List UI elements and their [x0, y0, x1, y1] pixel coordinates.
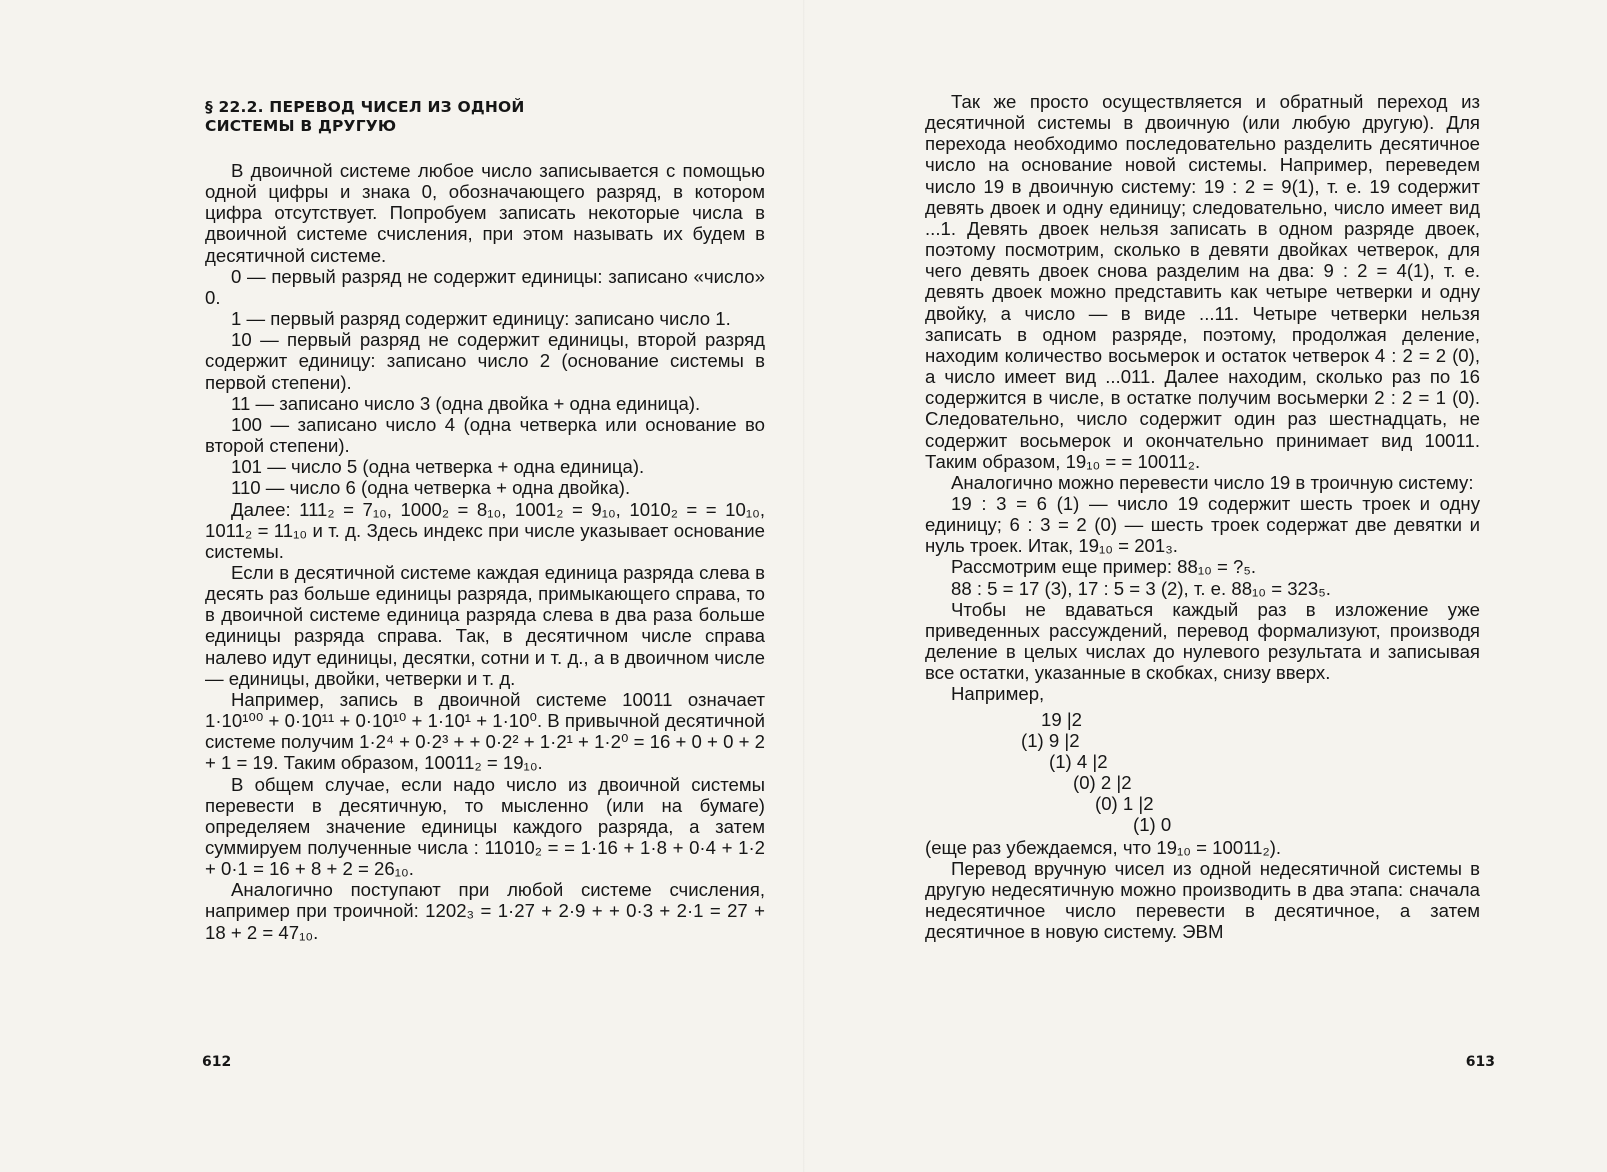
right-page-text-after [925, 837, 1480, 943]
page-number: 613 [1465, 1054, 1495, 1070]
division-step: (0) 1 |2 [1095, 792, 1154, 814]
paragraph: 0 — первый разряд не содержит единицы: записано «число» 0. [205, 265, 765, 308]
paragraph: Аналогично поступают при любой системе счисления, например при троичной: 1202₃ = 1·27 + 2·9 + + 0·3 + 2·1 = 27 + 18 + 2 = 47₁₀. [205, 879, 765, 943]
division-step: (1) 4 |2 [1049, 750, 1108, 772]
page-number: 612 [202, 1054, 232, 1070]
paragraph: 1 — первый разряд содержит единицу: записано число 1. [231, 308, 731, 330]
division-step: 19 |2 [1041, 708, 1083, 730]
paragraph: 110 — число 6 (одна четверка + одна двойка). [231, 477, 631, 499]
paragraph: Например, [951, 683, 1045, 705]
section-heading [205, 98, 525, 136]
division-step: (1) 0 [1133, 813, 1172, 835]
paragraph: 10 — первый разряд не содержит единицы, второй разряд содержит единицу: записано число 2 (основание системы в первой степени). [205, 329, 765, 393]
paragraph: В общем случае, если надо число из двоичной системы перевести в десятичную, то мысленно (или на бумаге) определяем значение единицы каждого разряда, а затем суммируем полученные числа : 11010₂ = = 1·16 + 1·8 + 0·4 + 1·2 + 0·1 = 16 + 8 + 2 = 26₁₀. [205, 773, 765, 880]
paragraph: Например, запись в двоичной системе 10011 означает 1·10¹⁰⁰ + 0·10¹¹ + 0·10¹⁰ + 1·10¹ + 1·10⁰. В привычной десятичной системе получим 1·2⁴ + 0·2³ + + 0·2² + 1·2¹ + 1·2⁰ = 16 + 0 + 0 + 2 + 1 = 19. Таким образом, 10011₂ = 19₁₀. [205, 688, 765, 774]
paragraph: 88 : 5 = 17 (3), 17 : 5 = 3 (2), т. е. 88₁₀ = 323₅. [951, 577, 1331, 599]
section-heading-line: § 22.2. ПЕРЕВОД ЧИСЕЛ ИЗ ОДНОЙ [205, 98, 525, 116]
left-page-body [205, 160, 765, 943]
paragraph: Аналогично можно перевести число 19 в троичную систему: [951, 471, 1474, 493]
paragraph: Так же просто осуществляется и обратный переход из десятичной системы в двоичную (или любую другую). Для перехода необходимо последовательно разделить десятичное число на основание новой системы. Например, переведем число 19 в двоичную систему: 19 : 2 = 9(1), т. е. 19 содержит девять двоек и одну единицу; следовательно, число имеет вид ...1. Девять двоек нельзя записать в одном разряде двоек, поэтому посмотрим, сколько в девяти двойках четверок, для чего девять двоек снова разделим на два: 9 : 2 = 4(1), т. е. девять двоек можно представить как четыре четверки и одну двойку, а число — в виде ...11. Четыре четверки нельзя записать в одном разряде, поэтому, продолжая деление, находим количество восьмерок и остаток четверок 4 : 2 = 2 (0), а число имеет вид ...011. Далее находим, сколько раз по 16 содержится в числе, в остатке получим восьмерки 2 : 2 = 1 (0). Следовательно, число содержит один раз шестнадцать, не содержит восьмерок и окончательно принимает вид 10011. Таким образом, 19₁₀ = = 10011₂. [925, 91, 1480, 472]
paragraph: Чтобы не вдаваться каждый раз в изложение уже приведенных рассуждений, перевод формализуют, производя деление в целых числах до нулевого результата и записывая все остатки, указанные в скобках, снизу вверх. [925, 598, 1480, 684]
right-page-text-before [925, 91, 1480, 705]
paragraph: Если в десятичной системе каждая единица разряда слева в десять раз больше единицы разряда, примыкающего справа, то в двоичной системе единица разряда слева в два раза больше единицы разряда справа. Так, в десятичном числе справа налево идут единицы, десятки, сотни и т. д., а в двоичном числе — единицы, двойки, четверки и т. д. [205, 561, 765, 689]
paragraph: 100 — записано число 4 (одна четверка или основание во второй степени). [205, 413, 765, 457]
section-heading-line: СИСТЕМЫ В ДРУГУЮ [205, 117, 397, 135]
paragraph: 101 — число 5 (одна четверка + одна единица). [231, 456, 645, 478]
long-division-scheme [925, 705, 1480, 837]
division-step: (0) 2 |2 [1073, 771, 1132, 793]
paragraph: Перевод вручную чисел из одной недесятичной системы в другую недесятичную можно производить в два этапа: сначала недесятичное число перевести в десятичное, а затем десятичное в новую систему. ЭВМ [925, 857, 1480, 943]
paragraph: Далее: 111₂ = 7₁₀, 1000₂ = 8₁₀, 1001₂ = 9₁₀, 1010₂ = = 10₁₀, 1011₂ = 11₁₀ и т. д. Здесь индекс при числе указывает основание системы. [205, 498, 765, 562]
right-page-body [925, 91, 1480, 942]
paragraph: Рассмотрим еще пример: 88₁₀ = ?₅. [951, 556, 1257, 578]
paragraph: В двоичной системе любое число записывается с помощью одной цифры и знака 0, обозначающего разряд, в котором цифра отсутствует. Попробуем записать некоторые числа в двоичной системе счисления, при этом называть их будем в десятичной системе. [205, 160, 765, 266]
paragraph: (еще раз убеждаемся, что 19₁₀ = 10011₂). [925, 836, 1282, 858]
book-gutter [803, 0, 805, 1172]
division-step: (1) 9 |2 [1021, 729, 1080, 751]
paragraph: 11 — записано число 3 (одна двойка + одна единица). [231, 392, 701, 414]
paragraph: 19 : 3 = 6 (1) — число 19 содержит шесть троек и одну единицу; 6 : 3 = 2 (0) — шесть троек содержат две девятки и нуль троек. Итак, 19₁₀ = 201₃. [925, 492, 1480, 557]
